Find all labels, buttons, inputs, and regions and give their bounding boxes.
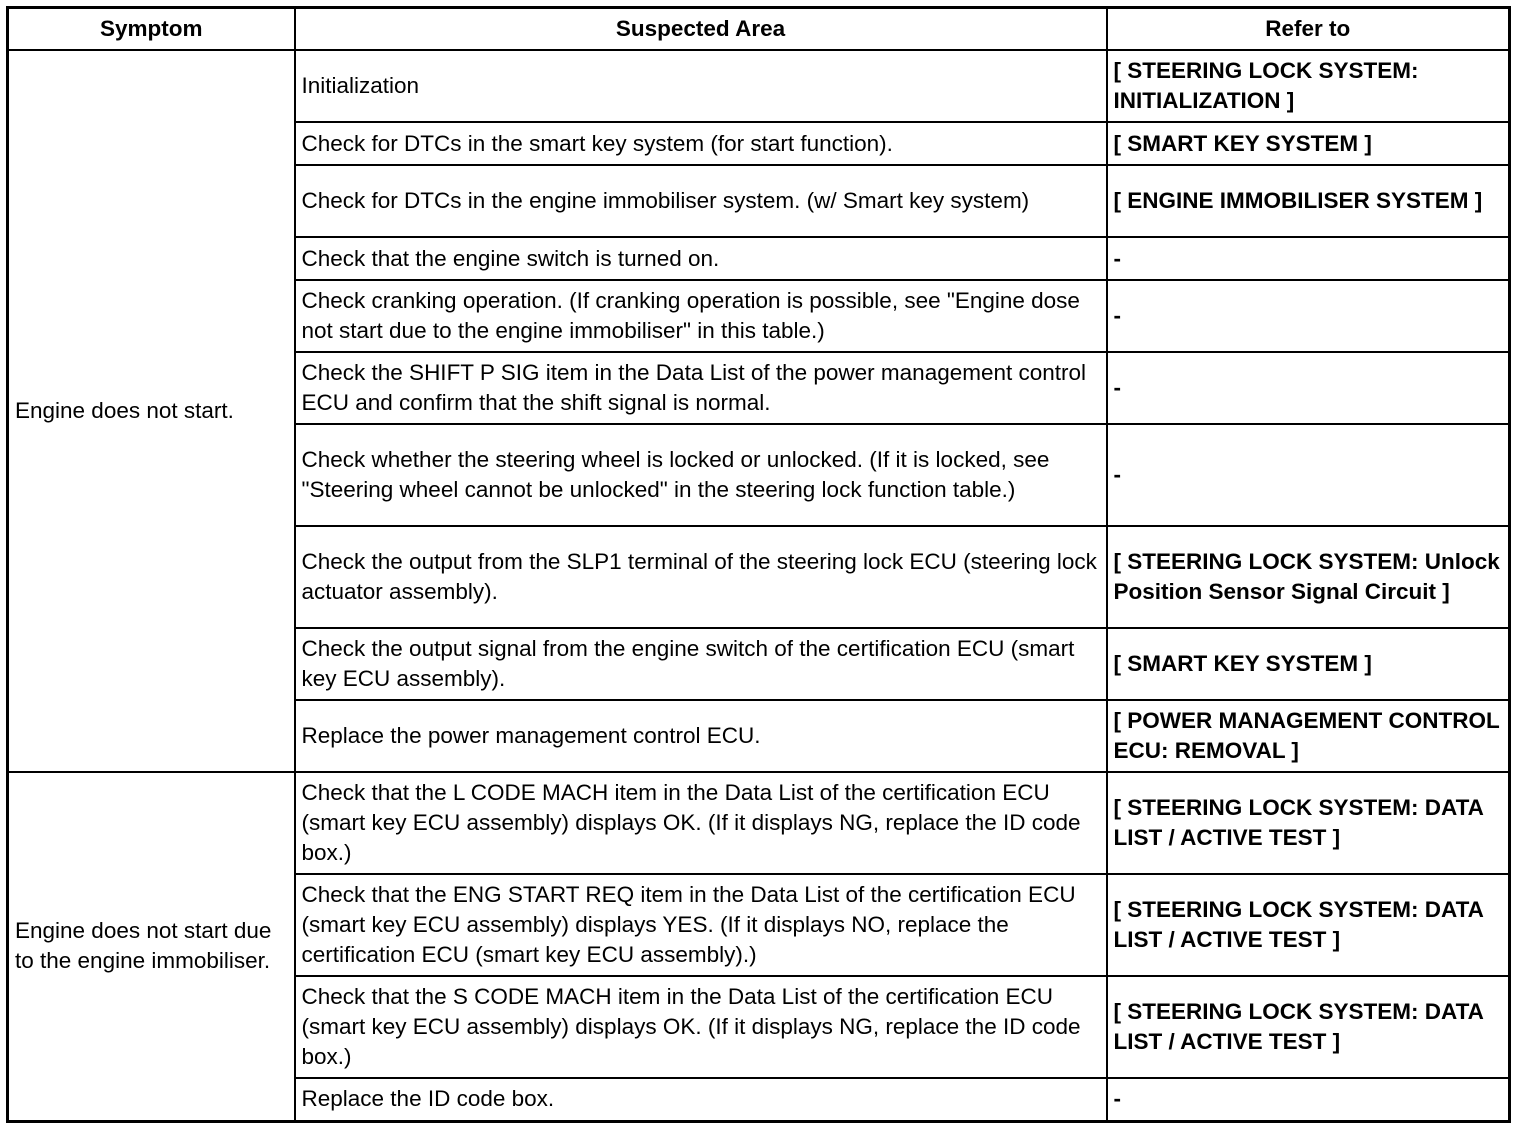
refer-to-cell: [ ENGINE IMMOBILISER SYSTEM ] xyxy=(1107,165,1510,237)
refer-to-cell: - xyxy=(1107,1078,1510,1121)
refer-to-cell: [ STEERING LOCK SYSTEM: Unlock Position Sensor Signal Circuit ] xyxy=(1107,526,1510,628)
suspected-area-cell: Initialization xyxy=(295,50,1107,122)
refer-to-cell: - xyxy=(1107,280,1510,352)
header-refer-to: Refer to xyxy=(1107,8,1510,51)
refer-to-cell: [ SMART KEY SYSTEM ] xyxy=(1107,122,1510,165)
header-symptom: Symptom xyxy=(8,8,295,51)
header-suspected-area: Suspected Area xyxy=(295,8,1107,51)
problem-symptoms-table xyxy=(6,6,1511,1123)
suspected-area-cell: Check cranking operation. (If cranking operation is possible, see "Engine dose not start due to the engine immobiliser" in this table.) xyxy=(295,280,1107,352)
refer-to-cell: - xyxy=(1107,424,1510,526)
refer-to-cell: - xyxy=(1107,352,1510,424)
header-row xyxy=(8,8,1510,51)
suspected-area-cell: Replace the power management control ECU. xyxy=(295,700,1107,772)
refer-to-cell: [ POWER MANAGEMENT CONTROL ECU: REMOVAL ] xyxy=(1107,700,1510,772)
suspected-area-cell: Check for DTCs in the engine immobiliser system. (w/ Smart key system) xyxy=(295,165,1107,237)
table-row xyxy=(8,50,1510,122)
table-row xyxy=(8,772,1510,874)
refer-to-cell: [ SMART KEY SYSTEM ] xyxy=(1107,628,1510,700)
suspected-area-cell: Check whether the steering wheel is locked or unlocked. (If it is locked, see "Steering wheel cannot be unlocked" in the steering lock function table.) xyxy=(295,424,1107,526)
refer-to-cell: [ STEERING LOCK SYSTEM: INITIALIZATION ] xyxy=(1107,50,1510,122)
suspected-area-cell: Check that the S CODE MACH item in the Data List of the certification ECU (smart key ECU assembly) displays OK. (If it displays NG, replace the ID code box.) xyxy=(295,976,1107,1078)
refer-to-cell: - xyxy=(1107,237,1510,280)
refer-to-cell: [ STEERING LOCK SYSTEM: DATA LIST / ACTIVE TEST ] xyxy=(1107,772,1510,874)
refer-to-cell: [ STEERING LOCK SYSTEM: DATA LIST / ACTIVE TEST ] xyxy=(1107,874,1510,976)
suspected-area-cell: Check the output from the SLP1 terminal of the steering lock ECU (steering lock actuator assembly). xyxy=(295,526,1107,628)
suspected-area-cell: Check the output signal from the engine switch of the certification ECU (smart key ECU assembly). xyxy=(295,628,1107,700)
suspected-area-cell: Check that the engine switch is turned on. xyxy=(295,237,1107,280)
symptom-cell: Engine does not start. xyxy=(8,50,295,772)
symptom-cell: Engine does not start due to the engine immobiliser. xyxy=(8,772,295,1121)
suspected-area-cell: Replace the ID code box. xyxy=(295,1078,1107,1121)
suspected-area-cell: Check for DTCs in the smart key system (for start function). xyxy=(295,122,1107,165)
suspected-area-cell: Check that the ENG START REQ item in the Data List of the certification ECU (smart key ECU assembly) displays YES. (If it displays NO, replace the certification ECU (smart key ECU assembly).) xyxy=(295,874,1107,976)
refer-to-cell: [ STEERING LOCK SYSTEM: DATA LIST / ACTIVE TEST ] xyxy=(1107,976,1510,1078)
suspected-area-cell: Check the SHIFT P SIG item in the Data List of the power management control ECU and confirm that the shift signal is normal. xyxy=(295,352,1107,424)
suspected-area-cell: Check that the L CODE MACH item in the Data List of the certification ECU (smart key ECU assembly) displays OK. (If it displays NG, replace the ID code box.) xyxy=(295,772,1107,874)
